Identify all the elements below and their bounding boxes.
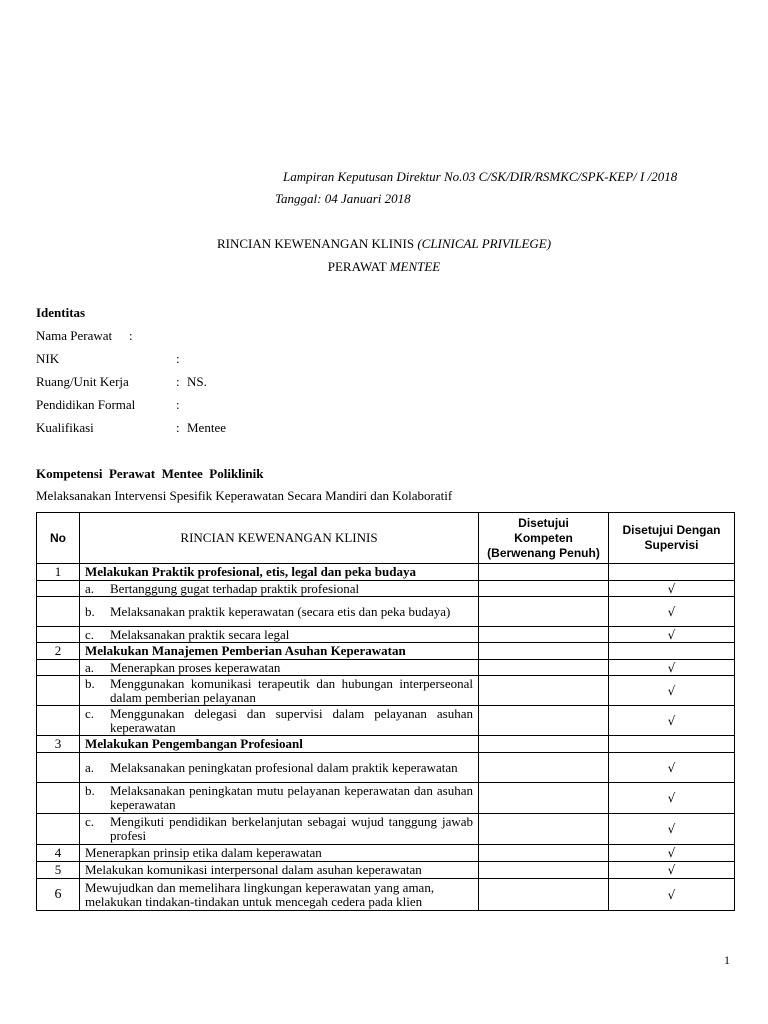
row-number-empty bbox=[37, 676, 80, 706]
item-cell bbox=[80, 783, 479, 814]
table-row bbox=[37, 676, 735, 706]
header-supervisi-line1: Disetujui Dengan bbox=[622, 523, 721, 537]
kompetensi-heading: Kompetensi Perawat Mentee Poliklinik bbox=[36, 466, 264, 481]
row-number: 6 bbox=[37, 879, 80, 911]
header-kompeten-line3: (Berwenang Penuh) bbox=[487, 545, 600, 560]
item-cell bbox=[80, 660, 479, 676]
field-value-ruang: NS. bbox=[187, 374, 207, 389]
title-italic: (CLINICAL PRIVILEGE) bbox=[417, 236, 552, 251]
kompeten-cell bbox=[479, 862, 609, 879]
check-mark: √ bbox=[609, 706, 735, 736]
header-kompeten-line1: Disetujui bbox=[518, 515, 569, 530]
item-letter: b. bbox=[85, 783, 95, 798]
item-text: Menerapkan proses keperawatan bbox=[110, 659, 281, 675]
title-main: RINCIAN KEWENANGAN KLINIS bbox=[216, 236, 418, 251]
item-cell bbox=[80, 676, 479, 706]
item-letter: c. bbox=[85, 814, 95, 829]
row-number-empty bbox=[37, 660, 80, 676]
table-row bbox=[37, 597, 735, 627]
check-mark: √ bbox=[609, 660, 735, 676]
row-number: 2 bbox=[37, 643, 80, 660]
check-mark: √ bbox=[609, 676, 735, 706]
supervisi-cell bbox=[609, 736, 735, 753]
table-row bbox=[37, 814, 735, 845]
check-mark: √ bbox=[609, 845, 735, 862]
row-number-empty bbox=[37, 783, 80, 814]
header-kompeten-line2: Kompeten bbox=[514, 530, 573, 545]
kompeten-cell bbox=[479, 736, 609, 753]
kompetensi-subheading: Melaksanakan Intervensi Spesifik Keperawatan Secara Mandiri dan Kolaboratif bbox=[36, 488, 453, 503]
identitas-heading: Identitas bbox=[36, 305, 86, 320]
item-cell bbox=[80, 814, 479, 845]
item-cell bbox=[80, 753, 479, 783]
table-row bbox=[37, 753, 735, 783]
item-text: Melaksanakan peningkatan profesional dalam praktik keperawatan bbox=[110, 759, 458, 775]
kompeten-cell bbox=[479, 706, 609, 736]
check-mark: √ bbox=[609, 627, 735, 643]
row-number-empty bbox=[37, 814, 80, 845]
kompeten-cell bbox=[479, 845, 609, 862]
field-value-kualifikasi: Mentee bbox=[187, 420, 226, 435]
table-row bbox=[37, 564, 735, 581]
kompeten-cell bbox=[479, 660, 609, 676]
field-label-nama: Nama Perawat bbox=[36, 328, 113, 343]
check-mark: √ bbox=[609, 879, 735, 911]
kompeten-cell bbox=[479, 597, 609, 627]
section-title: Melakukan Praktik profesional, etis, legal dan peka budaya bbox=[80, 564, 479, 581]
kompeten-cell bbox=[479, 879, 609, 911]
header-supervisi bbox=[609, 513, 735, 564]
table-row bbox=[37, 581, 735, 597]
item-letter: a. bbox=[85, 580, 95, 596]
item-text: Melaksanakan praktik keperawatan (secara etis dan peka budaya) bbox=[110, 603, 451, 619]
item-text: Mengikuti pendidikan berkelanjutan sebagai wujud tanggung jawab profesi bbox=[110, 814, 473, 843]
row-number-empty bbox=[37, 581, 80, 597]
item-text: Bertanggung gugat terhadap praktik profesional bbox=[110, 580, 360, 596]
item-letter: b. bbox=[85, 675, 95, 691]
table-row bbox=[37, 783, 735, 814]
field-sep-kualifikasi: : bbox=[176, 420, 180, 435]
single-item-text: Melakukan komunikasi interpersonal dalam asuhan keperawatan bbox=[80, 862, 479, 879]
field-label-pendidikan: Pendidikan Formal bbox=[36, 397, 136, 412]
tanggal-line: Tanggal: 04 Januari 2018 bbox=[275, 191, 411, 206]
row-number-empty bbox=[37, 753, 80, 783]
row-number: 3 bbox=[37, 736, 80, 753]
document-title bbox=[0, 237, 768, 252]
row-number: 1 bbox=[37, 564, 80, 581]
table-row bbox=[37, 706, 735, 736]
table-row bbox=[37, 627, 735, 643]
row-number: 4 bbox=[37, 845, 80, 862]
row-number-empty bbox=[37, 627, 80, 643]
table-row bbox=[37, 845, 735, 862]
table-row bbox=[37, 736, 735, 753]
field-sep-nama: : bbox=[129, 328, 133, 343]
field-sep-nik: : bbox=[176, 351, 180, 366]
field-sep-ruang: : bbox=[176, 374, 180, 389]
kompeten-cell bbox=[479, 564, 609, 581]
section-title: Melakukan Manajemen Pemberian Asuhan Keperawatan bbox=[80, 643, 479, 660]
row-number-empty bbox=[37, 597, 80, 627]
kompeten-cell bbox=[479, 783, 609, 814]
check-mark: √ bbox=[609, 862, 735, 879]
item-letter: c. bbox=[85, 626, 95, 642]
header-kompeten bbox=[479, 513, 609, 564]
kompeten-cell bbox=[479, 753, 609, 783]
lampiran-line: Lampiran Keputusan Direktur No.03 C/SK/DIR/RSMKC/SPK-KEP/ I /2018 bbox=[283, 169, 678, 184]
header-no: No bbox=[37, 513, 80, 564]
subtitle-main: PERAWAT bbox=[327, 259, 390, 274]
field-label-nik: NIK bbox=[36, 351, 60, 366]
item-text: Menggunakan komunikasi terapeutik dan hubungan interperseonal dalam pemberian pelayanan bbox=[110, 675, 473, 705]
table-row bbox=[37, 879, 735, 911]
item-text: Melaksanakan peningkatan mutu pelayanan keperawatan dan asuhan keperawatan bbox=[110, 783, 473, 812]
kompeten-cell bbox=[479, 643, 609, 660]
field-label-kualifikasi: Kualifikasi bbox=[36, 420, 94, 435]
page-number: 1 bbox=[724, 953, 730, 967]
table-row bbox=[37, 660, 735, 676]
check-mark: √ bbox=[609, 753, 735, 783]
clinical-privilege-table bbox=[36, 512, 735, 911]
field-label-ruang: Ruang/Unit Kerja bbox=[36, 374, 129, 389]
check-mark: √ bbox=[609, 597, 735, 627]
kompeten-cell bbox=[479, 676, 609, 706]
table-header-row bbox=[37, 513, 735, 564]
single-item-text: Mewujudkan dan memelihara lingkungan keperawatan yang aman, melakukan tindakan-tindakan untuk mencegah cedera pada klien bbox=[80, 879, 479, 911]
item-cell bbox=[80, 706, 479, 736]
item-cell bbox=[80, 581, 479, 597]
row-number: 5 bbox=[37, 862, 80, 879]
table-row bbox=[37, 862, 735, 879]
item-letter: c. bbox=[85, 705, 95, 721]
item-cell bbox=[80, 627, 479, 643]
item-letter: a. bbox=[85, 759, 95, 775]
kompeten-cell bbox=[479, 627, 609, 643]
supervisi-cell bbox=[609, 643, 735, 660]
item-text: Menggunakan delegasi dan supervisi dalam pelayanan asuhan keperawatan bbox=[110, 705, 473, 735]
table-row bbox=[37, 643, 735, 660]
kompeten-cell bbox=[479, 814, 609, 845]
kompeten-cell bbox=[479, 581, 609, 597]
single-item-text: Menerapkan prinsip etika dalam keperawatan bbox=[80, 845, 479, 862]
header-rincian: RINCIAN KEWENANGAN KLINIS bbox=[80, 513, 479, 564]
check-mark: √ bbox=[609, 581, 735, 597]
item-cell bbox=[80, 597, 479, 627]
item-text: Melaksanakan praktik secara legal bbox=[110, 626, 290, 642]
item-letter: a. bbox=[85, 659, 95, 675]
section-title: Melakukan Pengembangan Profesioanl bbox=[80, 736, 479, 753]
field-sep-pendidikan: : bbox=[176, 397, 180, 412]
check-mark: √ bbox=[609, 783, 735, 814]
check-mark: √ bbox=[609, 814, 735, 845]
row-number-empty bbox=[37, 706, 80, 736]
subtitle-italic: MENTEE bbox=[389, 259, 441, 274]
header-supervisi-line2: Supervisi bbox=[644, 538, 699, 552]
item-letter: b. bbox=[85, 603, 95, 619]
document-subtitle bbox=[0, 260, 768, 275]
supervisi-cell bbox=[609, 564, 735, 581]
